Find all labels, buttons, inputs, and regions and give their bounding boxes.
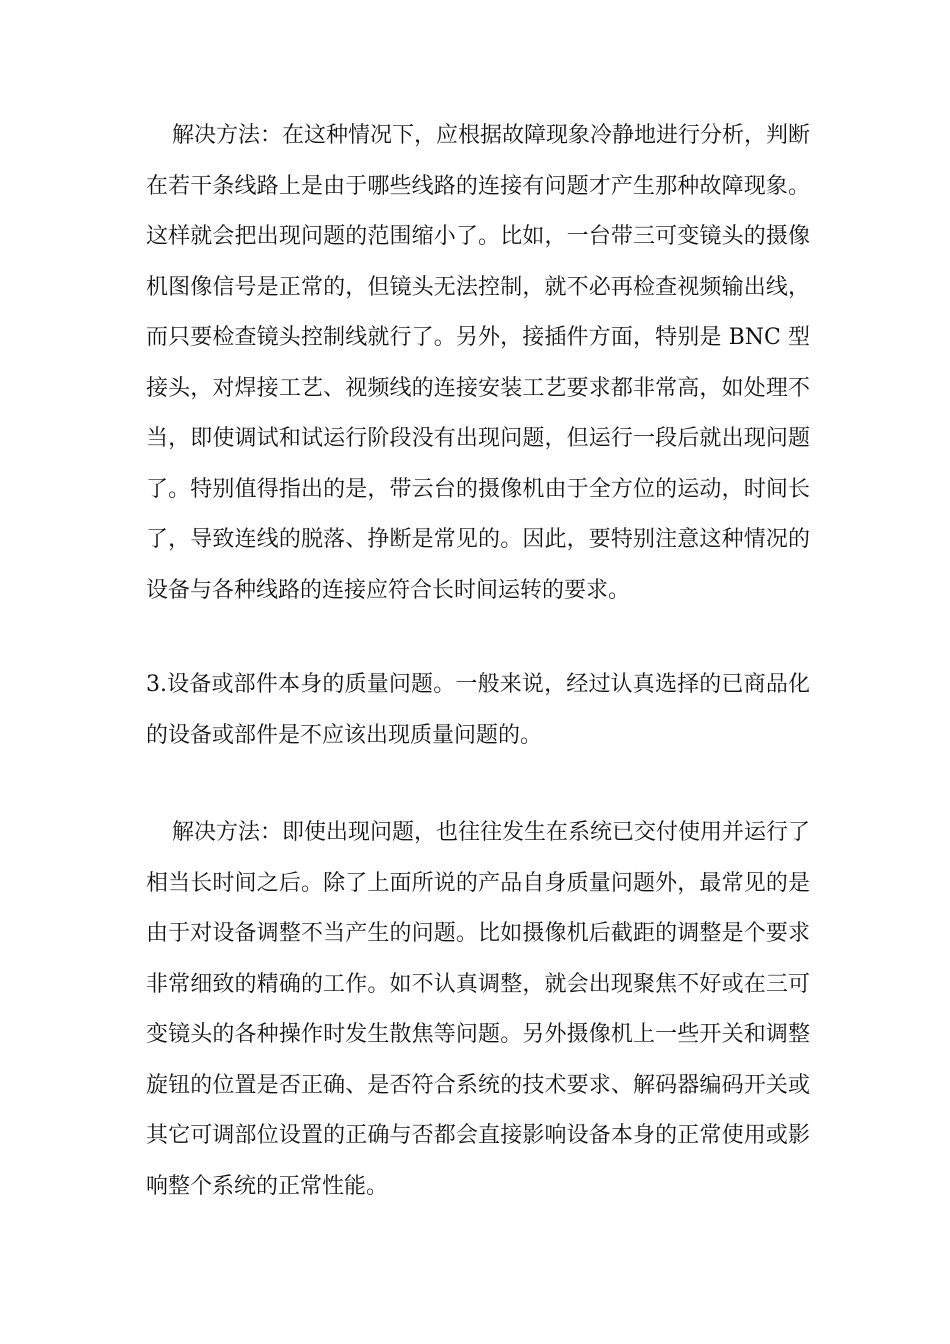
paragraph-solution-wiring: 解决方法：在这种情况下，应根据故障现象冷静地进行分析，判断在若干条线路上是由于哪些线路的连接有问题才产生那种故障现象。这样就会把出现问题的范围缩小了。比如，一台带三可变镜头的摄像机图像信号是正常的，但镜头无法控制，就不必再检查视频输出线，而只要检查镜头控制线就行了。另外，接插件方面，特别是 BNC 型接头，对焊接工艺、视频线的连接安装工艺要求都非常高，如处理不当，即使调试和试运行阶段没有出现问题，但运行一段后就出现问题了。特别值得指出的是，带云台的摄像机由于全方位的运动，时间长了，导致连线的脱落、挣断是常见的。因此，要特别注意这种情况的设备与各种线路的连接应符合长时间运转的要求。 [146,123,811,603]
paragraph-solution-adjustment: 解决方法：即使出现问题，也往往发生在系统已交付使用并运行了相当长时间之后。除了上面所说的产品自身质量问题外，最常见的是由于对设备调整不当产生的问题。比如摄像机后截距的调整是个要求非常细致的精确的工作。如不认真调整，就会出现聚焦不好或在三可变镜头的各种操作时发生散焦等问题。另外摄像机上一些开关和调整旋钮的位置是否正确、是否符合系统的技术要求、解码器编码开关或其它可调部位设置的正确与否都会直接影响设备本身的正常使用或影响整个系统的正常性能。 [146,820,811,1199]
paragraph-equipment-quality: 3.设备或部件本身的质量问题。一般来说，经过认真选择的已商品化的设备或部件是不应该出现质量问题的。 [146,672,810,748]
